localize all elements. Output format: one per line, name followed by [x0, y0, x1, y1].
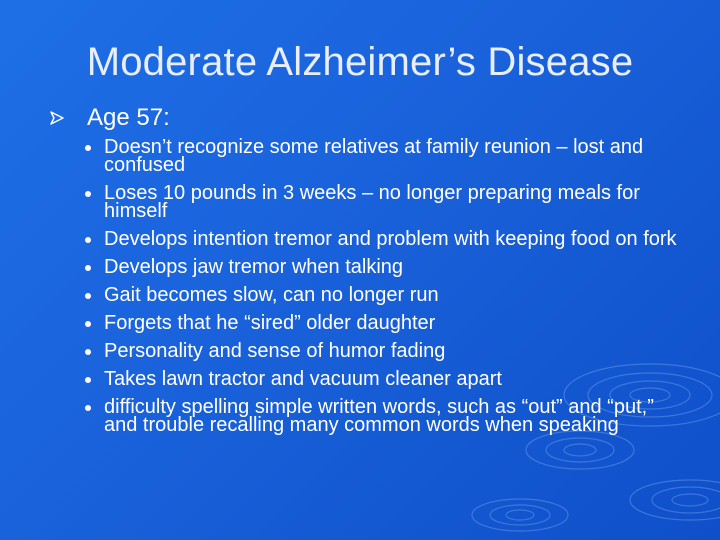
list-item-text: Doesn’t recognize some relatives at family reunion – lost and confused	[104, 136, 644, 176]
bullet-dot-icon	[85, 191, 91, 197]
bullet-dot-icon	[85, 377, 91, 383]
list-item-text: Gait becomes slow, can no longer run	[104, 284, 439, 306]
bullet-dot-icon	[85, 321, 91, 327]
bullet-dot-icon	[85, 293, 91, 299]
list-item-text: Forgets that he “sired” older daughter	[104, 312, 436, 334]
list-item-text: Personality and sense of humor fading	[104, 340, 446, 362]
list-item-text: Takes lawn tractor and vacuum cleaner apart	[104, 368, 502, 390]
list-item-text: Loses 10 pounds in 3 weeks – no longer preparing meals for himself	[104, 182, 640, 222]
list-item	[85, 286, 685, 304]
list-item	[85, 258, 685, 276]
age-heading-row	[49, 104, 170, 132]
bullet-dot-icon	[85, 349, 91, 355]
list-item-text: Develops jaw tremor when talking	[104, 256, 404, 278]
bullet-dot-icon	[85, 237, 91, 243]
bullet-dot-icon	[85, 405, 91, 411]
list-item	[85, 184, 685, 220]
list-item	[85, 314, 685, 332]
bullet-dot-icon	[85, 265, 91, 271]
list-item-text: difficulty spelling simple written words, such as “out” and “put,” and trouble recalling many common words when speaking	[104, 396, 654, 436]
age-heading: Age 57:	[87, 104, 170, 131]
bullet-dot-icon	[85, 145, 91, 151]
list-item-text: Develops intention tremor and problem with keeping food on fork	[104, 228, 677, 250]
list-item	[85, 370, 685, 388]
arrow-bullet-icon	[49, 110, 65, 126]
list-item	[85, 342, 685, 360]
list-item	[85, 398, 685, 434]
list-item	[85, 138, 685, 174]
slide-title: Moderate Alzheimer’s Disease	[86, 40, 634, 84]
symptom-list	[85, 138, 685, 444]
list-item	[85, 230, 685, 248]
